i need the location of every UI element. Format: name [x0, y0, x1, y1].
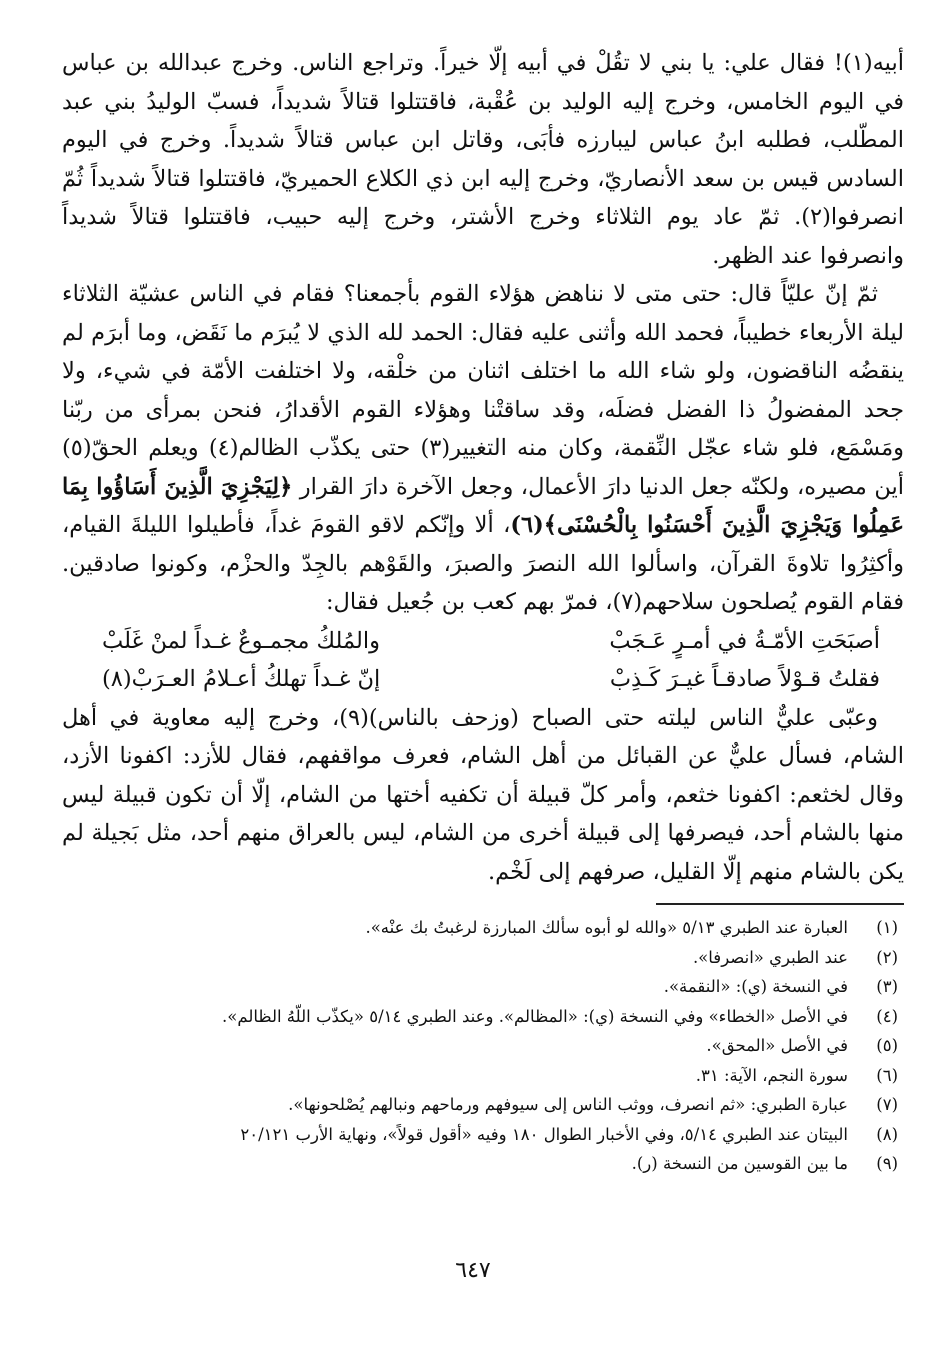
footnote-text: العبارة عند الطبري ٥/١٣ «والله لو أبوه سألك المبارزة لرغبتُ بك عنْه».: [365, 918, 848, 937]
footnote-number: (٤): [876, 1006, 898, 1026]
footnote-text: في النسخة (ي): «النقمة».: [663, 977, 848, 996]
page-number: ٦٤٧: [455, 1258, 491, 1283]
paragraph-2-text: ثمّ إنّ عليّاً قال: حتى متى لا نناهض هؤلاء القوم بأجمعنا؟ فقام في الناس عشيّة الثلاثاء ليلة الأربعاء خطيباً، فحمد الله وأثنى عليه فقال: الحمد لله الذي لا يُبرَم ما نَقَض، وما أبرَم لم ينقضُه الناقضون، ولو شاء الله ما اختلف اثنان من خلْقه، ولا اختلفت الأمّة في شيء، ولا جحد المفضولُ ذا الفضل فضلَه، وقد ساقتْنا وهؤلاء القوم الأقدارُ، فنحن بمرأى من ربّنا ومَسْمَع، فلو شاء عجّل النِّقمة، وكان منه التغيير(٣) حتى يكذّب الظالم(٤) ويعلم الحقّ(٥) أين مصيره، ولكنّه جعل الدنيا دارَ الأعمال، وجعل الآخرة دارَ القرار: [62, 281, 904, 500]
footnote: [62, 972, 904, 1002]
verse-2-second-hemistich: إنّ غـداً تهلكُ أعـلامُ العـرَبْ(٨): [102, 666, 381, 692]
footnote-text: في الأصل «الخطاء» وفي النسخة (ي): «المظالم». وعند الطبري ٥/١٤ «يكذّب اللّهُ الظالم».: [222, 1006, 848, 1026]
footnote-number: (٥): [876, 1036, 898, 1055]
footnote-text: ما بين القوسين من النسخة (ر).: [631, 1154, 848, 1173]
page-body: [62, 44, 904, 1179]
footnote-text: عند الطبري «انصرفا».: [692, 947, 848, 967]
footnote-number: (٦): [876, 1065, 898, 1085]
footnote-number: (٧): [876, 1095, 898, 1114]
footnote-number: (١): [876, 918, 898, 937]
footnote-number: (٩): [876, 1154, 898, 1173]
footnote: [62, 943, 904, 973]
footnote-text: في الأصل «المحق».: [706, 1036, 848, 1055]
footnote: [62, 1031, 904, 1061]
quran-verse: ﴿لِيَجْزِيَ الَّذِينَ أَسَاؤُوا بِمَا عَمِلُوا وَيَجْزِيَ الَّذِينَ أَحْسَنُوا بِالْحُسْنَى﴾(٦): [62, 473, 904, 538]
footnote-text: عبارة الطبري: «ثم انصرف، ووثب الناس إلى سيوفهم ورماحهم ونبالهم يُصْلحونها».: [288, 1095, 848, 1114]
footnote: [62, 1090, 904, 1120]
footnote: [62, 1002, 904, 1032]
footnotes: [62, 913, 904, 1179]
verse-1-first-hemistich: أصبَحَتِ الأمّـةُ في أمـرٍ عَـجَبْ: [609, 627, 880, 654]
poem-verse-2: [62, 660, 904, 699]
footnote: [62, 1120, 904, 1150]
poem-verse-1: [62, 622, 904, 661]
verse-1-second-hemistich: والمُلكُ مجمـوعٌ غـداً لمنْ غَلَبْ: [102, 627, 380, 654]
footnote: [62, 1061, 904, 1091]
footnote-text: البيتان عند الطبري ٥/١٤، وفي الأخبار الطوال ١٨٠ وفيه «أقول قولاً»، ونهاية الأرب ٢٠/١٢١: [240, 1124, 848, 1144]
paragraph-1: أبيه(١)! فقال علي: يا بني لا تقُلْ في أبيه إلّا خيراً. وتراجع الناس. وخرج عبدالله بن عباس في اليوم الخامس، وخرج إليه الوليد بن عُقْبة، فاقتتلوا قتالاً شديداً، فسبّ الوليدُ بني عبد المطّلب، فطلبه ابنُ عباس ليبارزه فأبَى، وقاتل ابن عباس قتالاً شديداً. وخرج في اليوم السادس قيس بن سعد الأنصاريّ، وخرج إليه ابن ذي الكلاع الحميريّ، فاقتتلوا قتالاً شديداً ثُمّ انصرفوا(٢). ثمّ عاد يوم الثلاثاء وخرج الأشتر، وخرج إليه حبيب، فاقتتلوا قتالاً شديداً وانصرفوا عند الظهر.: [62, 50, 904, 269]
footnote-number: (٣): [876, 977, 898, 996]
footnote-divider: [656, 903, 904, 905]
paragraph-3: وعبّى عليٌّ الناس ليلته حتى الصباح (وزحف بالناس)(٩)، وخرج إليه معاوية في أهل الشام، فسأل عليٌّ عن القبائل من أهل الشام، فعرف مواقفهم، فقال للأزد: اكفونا الأزد، وقال لخثعم: اكفونا خثعم، وأمر كلّ قبيلة أن تكفيه أختها من الشام، إلّا أن تكون قبيلة ليس منها بالشام أحد، فيصرفها إلى قبيلة أخرى من الشام، ليس بالعراق منهم أحد، مثل بَجيلة لم يكن بالشام منهم إلّا القليل، صرفهم إلى لَخْم.: [62, 704, 904, 885]
footnote: [62, 913, 904, 943]
footnote: [62, 1149, 904, 1179]
footnote-text: سورة النجم، الآية: ٣١.: [695, 1065, 848, 1085]
verse-2-first-hemistich: فقلتُ قـوْلاً صادقـاً غيـرَ كَـذِبْ: [609, 666, 880, 692]
paragraph-2: [62, 275, 904, 622]
paragraph-2-end: ، ألا وإنّكم لاقو القومَ غداً، فأطيلوا الليلةَ القيام، وأكثِرُوا تلاوةَ القرآن، واسألوا الله النصرَ والصبرَ، والقَوْهم بالجِدّ والحزْم، وكونوا صادقين. فقام القوم يُصلحون سلاحهم(٧)، فمرّ بهم كعب بن جُعيل فقال:: [62, 512, 904, 615]
footnote-number: (٨): [876, 1124, 898, 1144]
footnote-number: (٢): [876, 947, 898, 967]
